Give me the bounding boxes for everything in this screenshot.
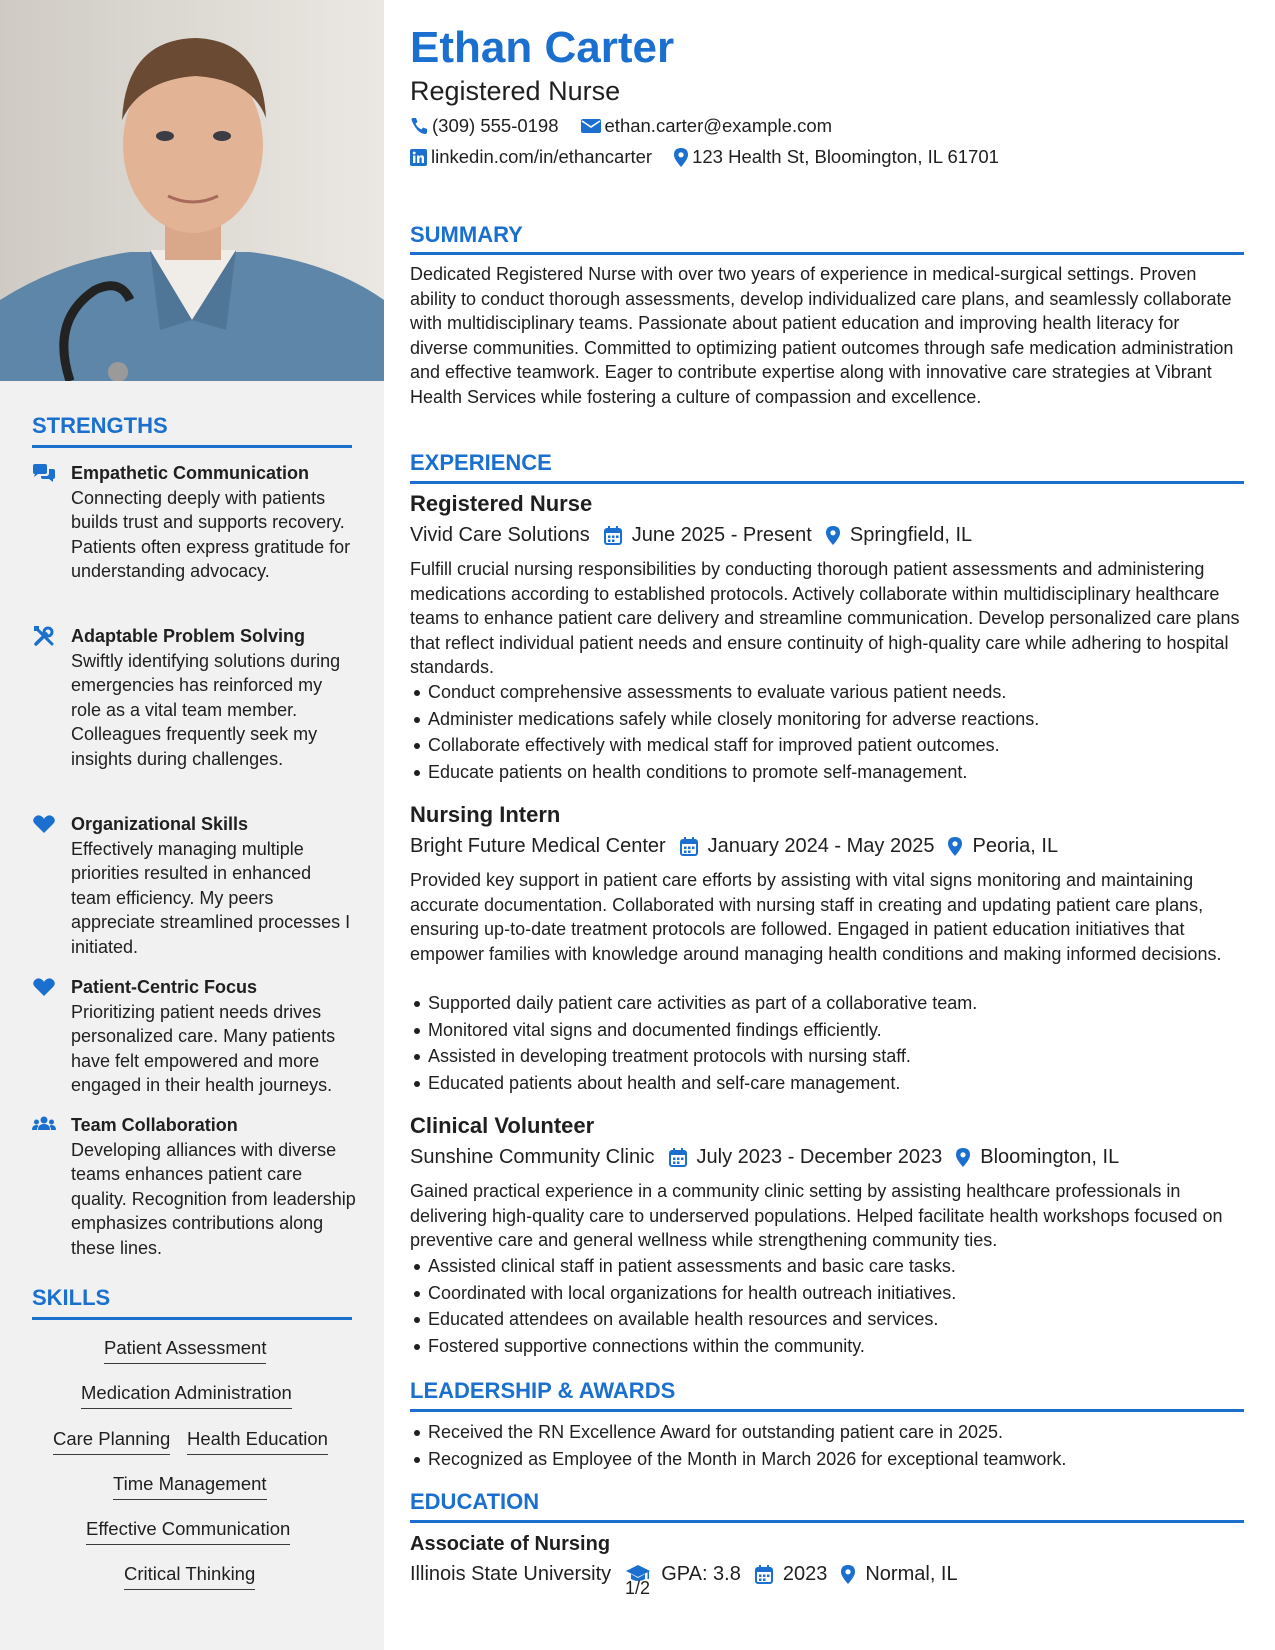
summary-title: SUMMARY (410, 222, 523, 247)
calendar-icon (669, 1148, 687, 1167)
strength-title: Organizational Skills (71, 814, 249, 834)
bullet-item: Recognized as Employee of the Month in March 2026 for exceptional teamwork. (428, 1446, 1260, 1473)
location-pin-icon (841, 1565, 855, 1584)
calendar-icon (755, 1565, 773, 1584)
users-icon (32, 1115, 56, 1135)
job-bullets (410, 679, 1260, 786)
strength-desc: Developing alliances with diverse teams enhances patient care quality. Recognition from leadership emphasizes contributions along these lines. (71, 1140, 356, 1258)
contact-row (410, 145, 1021, 169)
phone-icon (410, 117, 428, 135)
job-location: Peoria, IL (972, 835, 1059, 857)
bullet-item: Monitored vital signs and documented findings efficiently. (428, 1017, 1260, 1044)
bullet-item: Educated attendees on available health resources and services. (428, 1306, 1260, 1333)
skill-tag: Patient Assessment (104, 1336, 266, 1364)
heart-icon (32, 977, 56, 997)
address-text: 123 Health St, Bloomington, IL 61701 (692, 146, 999, 167)
contact-row (410, 114, 854, 138)
strength-title: Adaptable Problem Solving (71, 626, 306, 646)
experience-title: EXPERIENCE (410, 450, 552, 475)
strength-title: Empathetic Communication (71, 463, 310, 483)
envelope-icon (581, 118, 601, 134)
job-meta (410, 522, 986, 548)
leadership-rule (410, 1409, 1244, 1412)
skill-tag: Critical Thinking (124, 1562, 255, 1590)
job-bullets (410, 1253, 1260, 1360)
leadership-title: LEADERSHIP & AWARDS (410, 1378, 676, 1403)
email-link[interactable]: ethan.carter@example.com (604, 115, 833, 136)
bullet-item: Assisted in developing treatment protocols with nursing staff. (428, 1043, 1260, 1070)
job-description: Fulfill crucial nursing responsibilities by conducting thorough patient assessments and administering medications according to established protocols. Actively collaborate within multidisciplinary healthcare teams to enhance patient care delivery and streamline communication. Develop personalized care plans that reflect individual patient needs and ensure continuity of high-quality care while adhering to hospital standards. (410, 559, 1240, 677)
job-dates: July 2023 - December 2023 (696, 1146, 943, 1168)
education-rule (410, 1520, 1244, 1523)
strength-desc: Prioritizing patient needs drives personalized care. Many patients have felt empowered and more engaged in their health journeys. (71, 1002, 336, 1096)
education-location: Normal, IL (865, 1563, 958, 1585)
tools-icon (32, 626, 56, 646)
job-bullets (410, 990, 1260, 1097)
job-dates: January 2024 - May 2025 (707, 835, 935, 857)
job-title: Clinical Volunteer (410, 1113, 595, 1138)
job-location: Bloomington, IL (980, 1146, 1120, 1168)
strength-title: Team Collaboration (71, 1115, 238, 1135)
strength-title: Patient-Centric Focus (71, 977, 258, 997)
bullet-item: Assisted clinical staff in patient assessments and basic care tasks. (428, 1253, 1260, 1280)
leadership-bullets (410, 1419, 1260, 1472)
bullet-item: Coordinated with local organizations for health outreach initiatives. (428, 1280, 1260, 1307)
strength-desc: Connecting deeply with patients builds trust and supports recovery. Patients often express gratitude for understanding advocacy. (71, 488, 351, 582)
job-company: Bright Future Medical Center (410, 835, 666, 857)
bullet-item: Fostered supportive connections within the community. (428, 1333, 1260, 1360)
job-title: Nursing Intern (410, 802, 561, 827)
skills-title: SKILLS (32, 1285, 111, 1310)
page-number: 1/2 (625, 1578, 651, 1598)
strengths-title: STRENGTHS (32, 413, 168, 438)
calendar-icon (680, 837, 698, 856)
bullet-item: Received the RN Excellence Award for outstanding patient care in 2025. (428, 1419, 1260, 1446)
bullet-item: Supported daily patient care activities as part of a collaborative team. (428, 990, 1260, 1017)
bullet-item: Administer medications safely while closely monitoring for adverse reactions. (428, 706, 1260, 733)
education-gpa: GPA: 3.8 (661, 1563, 741, 1585)
sidebar (0, 0, 384, 1650)
strengths-rule (32, 445, 352, 448)
comments-icon (32, 463, 56, 483)
experience-rule (410, 481, 1244, 484)
location-pin-icon (674, 148, 688, 167)
candidate-headline: Registered Nurse (410, 76, 621, 106)
education-title: EDUCATION (410, 1489, 540, 1514)
skill-tag: Effective Communication (86, 1517, 290, 1545)
linkedin-link[interactable]: linkedin.com/in/ethancarter (431, 146, 653, 167)
education-meta (410, 1561, 972, 1587)
education-year: 2023 (782, 1563, 828, 1585)
calendar-icon (604, 526, 622, 545)
job-company: Sunshine Community Clinic (410, 1146, 655, 1168)
job-title: Registered Nurse (410, 491, 593, 516)
strength-desc: Effectively managing multiple priorities resulted in enhanced team efficiency. My peers appreciate streamlined processes I initiated. (71, 839, 351, 957)
location-pin-icon (826, 526, 840, 545)
skill-tag: Medication Administration (81, 1381, 292, 1409)
location-pin-icon (956, 1148, 970, 1167)
job-description: Gained practical experience in a community clinic setting by assisting healthcare professionals in delivering high-quality care to underserved populations. Helped facilitate health workshops focused on preventive care and general wellness while strengthening community ties. (410, 1181, 1223, 1250)
profile-photo (0, 0, 384, 381)
education-degree: Associate of Nursing (410, 1533, 611, 1555)
summary-text: Dedicated Registered Nurse with over two years of experience in medical-surgical settings. Proven ability to conduct thorough assessments, develop individualized care plans, and seamlessly collaborate with multidisciplinary teams. Passionate about patient education and improving health literacy for diverse communities. Committed to optimizing patient outcomes through safe medication administration and effective teamwork. Eager to contribute expertise along with innovative care strategies at Vibrant Health Services while fostering a culture of compassion and excellence. (410, 264, 1234, 407)
skill-tag: Health Education (187, 1427, 328, 1455)
location-pin-icon (948, 837, 962, 856)
linkedin-icon (410, 149, 427, 166)
summary-rule (410, 252, 1244, 255)
bullet-item: Educated patients about health and self-care management. (428, 1070, 1260, 1097)
bullet-item: Educate patients on health conditions to promote self-management. (428, 759, 1260, 786)
bullet-item: Collaborate effectively with medical staff for improved patient outcomes. (428, 732, 1260, 759)
candidate-name: Ethan Carter (410, 23, 675, 72)
phone-number[interactable]: (309) 555-0198 (432, 115, 559, 136)
skills-rule (32, 1317, 352, 1320)
job-dates: June 2025 - Present (631, 524, 812, 546)
heart-icon (32, 814, 56, 834)
job-description: Provided key support in patient care efforts by assisting with vital signs monitoring and maintaining accurate documentation. Collaborated with nursing staff in creating and updating patient care plans, ensuring up-to-date treatment protocols are followed. Engaged in patient education initiatives that empower families with knowledge around managing health conditions and making informed decisions. (410, 870, 1222, 964)
bullet-item: Conduct comprehensive assessments to evaluate various patient needs. (428, 679, 1260, 706)
strength-desc: Swiftly identifying solutions during emergencies has reinforced my role as a vital team member. Colleagues frequently seek my insights during challenges. (71, 651, 341, 769)
skill-tag: Care Planning (53, 1427, 170, 1455)
job-company: Vivid Care Solutions (410, 524, 590, 546)
job-meta (410, 1144, 1133, 1170)
job-location: Springfield, IL (849, 524, 973, 546)
skill-tag: Time Management (113, 1472, 267, 1500)
education-school: Illinois State University (410, 1563, 612, 1585)
job-meta (410, 833, 1072, 859)
